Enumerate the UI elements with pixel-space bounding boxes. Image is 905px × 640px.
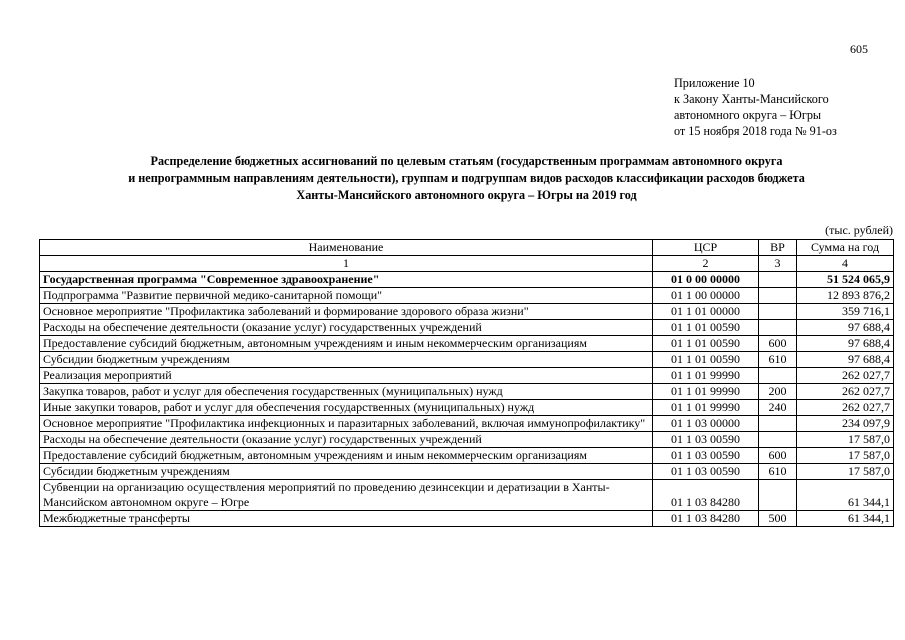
cell-vr [759, 272, 797, 288]
cell-csr: 01 1 00 00000 [653, 288, 759, 304]
cell-sum: 17 587,0 [797, 464, 894, 480]
cell-vr: 610 [759, 464, 797, 480]
appendix-line: Приложение 10 [674, 76, 755, 90]
table-row [40, 320, 894, 336]
cell-name: Субсидии бюджетным учреждениям [40, 464, 653, 480]
cell-name: Основное мероприятие "Профилактика инфекционных и паразитарных заболеваний, включая иммунопрофилактику" [40, 416, 653, 432]
cell-vr [759, 368, 797, 384]
table-row [40, 432, 894, 448]
cell-csr: 01 0 00 00000 [653, 272, 759, 288]
header-row [40, 240, 894, 256]
budget-table [39, 239, 894, 527]
header-vr: ВР [759, 240, 797, 256]
cell-name: Расходы на обеспечение деятельности (оказание услуг) государственных учреждений [40, 432, 653, 448]
appendix-line: к Закону Ханты-Мансийского [674, 92, 829, 106]
cell-csr: 01 1 03 00590 [653, 448, 759, 464]
cell-csr: 01 1 03 84280 [653, 511, 759, 527]
title-line: и непрограммным направлениям деятельности), группам и подгруппам видов расходов классификации расходов бюджета [128, 171, 805, 185]
cell-csr: 01 1 01 00590 [653, 336, 759, 352]
table-row [40, 384, 894, 400]
cell-vr [759, 480, 797, 511]
appendix-line: от 15 ноября 2018 года № 91-оз [674, 124, 837, 138]
table-row [40, 416, 894, 432]
cell-sum: 262 027,7 [797, 400, 894, 416]
cell-sum: 97 688,4 [797, 352, 894, 368]
appendix-block [674, 75, 837, 139]
cell-vr: 200 [759, 384, 797, 400]
cell-name: Предоставление субсидий бюджетным, автономным учреждениям и иным некоммерческим организациям [40, 448, 653, 464]
column-number: 3 [759, 256, 797, 272]
header-name: Наименование [40, 240, 653, 256]
cell-vr [759, 416, 797, 432]
cell-csr: 01 1 01 99990 [653, 400, 759, 416]
table-row [40, 368, 894, 384]
appendix-line: автономного округа – Югры [674, 108, 822, 122]
cell-name: Реализация мероприятий [40, 368, 653, 384]
table-row [40, 448, 894, 464]
units-label: (тыс. рублей) [825, 223, 893, 237]
cell-name: Субвенции на организацию осуществления мероприятий по проведению дезинсекции и дератизации в Ханты-Мансийском автономном округе – Югре [40, 480, 653, 511]
cell-sum: 51 524 065,9 [797, 272, 894, 288]
table-row [40, 480, 894, 511]
cell-vr [759, 304, 797, 320]
cell-sum: 97 688,4 [797, 336, 894, 352]
cell-csr: 01 1 01 00590 [653, 352, 759, 368]
cell-vr: 610 [759, 352, 797, 368]
cell-sum: 262 027,7 [797, 368, 894, 384]
table-row [40, 272, 894, 288]
cell-name: Государственная программа "Современное здравоохранение" [40, 272, 653, 288]
cell-vr [759, 320, 797, 336]
column-number: 2 [653, 256, 759, 272]
table-row [40, 352, 894, 368]
cell-name: Иные закупки товаров, работ и услуг для обеспечения государственных (муниципальных) нужд [40, 400, 653, 416]
title-line: Распределение бюджетных ассигнований по целевым статьям (государственным программам автономного округа [150, 154, 783, 168]
column-number: 4 [797, 256, 894, 272]
cell-sum: 97 688,4 [797, 320, 894, 336]
cell-sum: 17 587,0 [797, 432, 894, 448]
cell-csr: 01 1 03 00590 [653, 464, 759, 480]
table-row [40, 304, 894, 320]
header-csr: ЦСР [653, 240, 759, 256]
cell-name: Подпрограмма "Развитие первичной медико-санитарной помощи" [40, 288, 653, 304]
cell-name: Субсидии бюджетным учреждениям [40, 352, 653, 368]
cell-csr: 01 1 01 99990 [653, 368, 759, 384]
cell-name: Основное мероприятие "Профилактика заболеваний и формирование здорового образа жизни" [40, 304, 653, 320]
page-number: 605 [850, 42, 868, 56]
cell-name: Закупка товаров, работ и услуг для обеспечения государственных (муниципальных) нужд [40, 384, 653, 400]
cell-vr: 600 [759, 448, 797, 464]
table-row [40, 511, 894, 527]
cell-sum: 234 097,9 [797, 416, 894, 432]
table-body [40, 240, 894, 527]
cell-vr [759, 432, 797, 448]
cell-name: Предоставление субсидий бюджетным, автономным учреждениям и иным некоммерческим организациям [40, 336, 653, 352]
cell-vr: 240 [759, 400, 797, 416]
table-row [40, 288, 894, 304]
cell-csr: 01 1 01 00590 [653, 320, 759, 336]
cell-sum: 12 893 876,2 [797, 288, 894, 304]
header-sum: Сумма на год [797, 240, 894, 256]
column-number: 1 [40, 256, 653, 272]
cell-vr [759, 288, 797, 304]
column-number-row [40, 256, 894, 272]
cell-csr: 01 1 03 84280 [653, 480, 759, 511]
table-row [40, 464, 894, 480]
cell-csr: 01 1 03 00590 [653, 432, 759, 448]
cell-sum: 61 344,1 [797, 480, 894, 511]
table-row [40, 400, 894, 416]
cell-csr: 01 1 01 00000 [653, 304, 759, 320]
document-title [40, 153, 893, 204]
cell-name: Расходы на обеспечение деятельности (оказание услуг) государственных учреждений [40, 320, 653, 336]
cell-sum: 262 027,7 [797, 384, 894, 400]
cell-sum: 17 587,0 [797, 448, 894, 464]
cell-name: Межбюджетные трансферты [40, 511, 653, 527]
cell-vr: 500 [759, 511, 797, 527]
cell-vr: 600 [759, 336, 797, 352]
title-line: Ханты-Мансийского автономного округа – Югры на 2019 год [296, 188, 637, 202]
cell-sum: 359 716,1 [797, 304, 894, 320]
cell-sum: 61 344,1 [797, 511, 894, 527]
cell-csr: 01 1 03 00000 [653, 416, 759, 432]
cell-csr: 01 1 01 99990 [653, 384, 759, 400]
table-row [40, 336, 894, 352]
